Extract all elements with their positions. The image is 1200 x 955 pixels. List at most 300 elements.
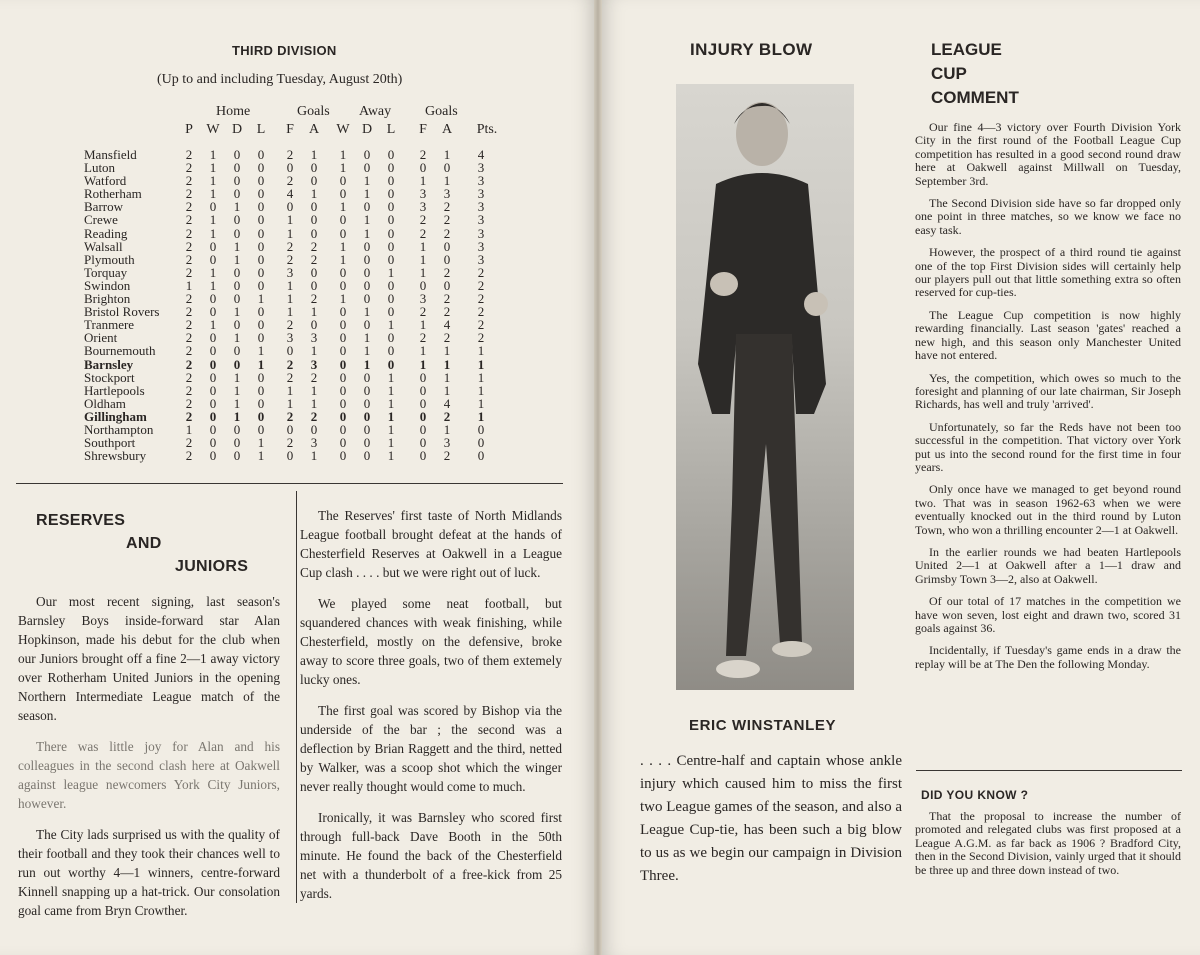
table-cell: 0 — [419, 160, 427, 176]
paragraph: The Reserves' first taste of North Midlands League football brought defeat at the hands of Chesterfield Reserves at Oakwell in a League Cup clash . . . . but we were right out of luck. — [300, 508, 562, 580]
table-cell: 1 — [443, 369, 451, 385]
table-cell: 0 — [339, 264, 347, 280]
table-cell: 0 — [233, 435, 241, 451]
table-cell: 3 — [419, 186, 427, 202]
table-cell: 2 — [185, 369, 193, 385]
column-header: W — [336, 122, 350, 137]
table-cell: 2 — [310, 291, 318, 307]
table-cell: 0 — [443, 238, 451, 254]
table-cell: 0 — [363, 277, 371, 293]
table-cell: 2 — [286, 251, 294, 267]
table-cell: 0 — [209, 435, 217, 451]
table-cell: 0 — [339, 225, 347, 241]
table-cell: 1 — [233, 330, 241, 346]
table-cell: 3 — [419, 291, 427, 307]
table-cell: 2 — [419, 330, 427, 346]
did-you-know-text — [915, 810, 1181, 886]
table-cell: 1 — [233, 395, 241, 411]
table-cell: 1 — [443, 343, 451, 359]
table-cell: 0 — [339, 421, 347, 437]
table-cell: 2 — [185, 448, 193, 464]
team-name: Barnsley — [84, 356, 134, 372]
table-cell: 2 — [443, 408, 451, 424]
table-cell: 1 — [387, 448, 395, 464]
reserves-heading-1: RESERVES — [36, 512, 126, 529]
table-cell: 0 — [419, 408, 427, 424]
table-cell: 0 — [363, 421, 371, 437]
table-cell: 2 — [286, 369, 294, 385]
table-cell: 3 — [443, 435, 451, 451]
table-cell: 0 — [339, 395, 347, 411]
paragraph: Of our total of 17 matches in the competition we have won seven, lost eight and drawn two, scored 31 goals against 36. — [915, 594, 1181, 635]
table-cell: 0 — [310, 160, 318, 176]
table-cell: 0 — [233, 147, 241, 162]
table-cell: 0 — [419, 448, 427, 464]
table-cell: 0 — [387, 343, 395, 359]
table-cell: 0 — [363, 251, 371, 267]
table-cell: 2 — [419, 304, 427, 320]
table-cell: 0 — [363, 238, 371, 254]
did-you-know-heading: DID YOU KNOW ? — [921, 788, 1029, 802]
table-row — [0, 305, 598, 318]
team-name: Stockport — [84, 369, 135, 385]
table-cell: 0 — [363, 264, 371, 280]
table-cell: 4 — [443, 317, 451, 333]
table-cell: 0 — [257, 421, 265, 437]
table-cell: 2 — [185, 435, 193, 451]
column-header: F — [419, 122, 427, 137]
table-cell: 0 — [339, 343, 347, 359]
table-cell: 1 — [443, 356, 451, 372]
paragraph: The City lads surprised us with the quality of their football and they took their chances well to run out worthy 4—1 winners, centre-forward Kinnell snapping up a hat-trick. Our consolation goal came from Bryn Crowther. — [18, 827, 280, 918]
table-cell: 1 — [339, 251, 347, 267]
table-cell: 0 — [387, 160, 395, 176]
table-cell: 1 — [310, 382, 318, 398]
table-cell: 1 — [363, 225, 371, 241]
table-cell: 0 — [310, 421, 318, 437]
table-cell: 0 — [257, 225, 265, 241]
table-cell: 0 — [209, 343, 217, 359]
table-cell: 0 — [257, 264, 265, 280]
table-cell: 2 — [477, 330, 485, 346]
table-cell: 0 — [339, 212, 347, 228]
league-cup-column — [915, 121, 1181, 680]
table-cell: 1 — [387, 408, 395, 424]
table-cell: 3 — [477, 160, 485, 176]
table-cell: 0 — [286, 160, 294, 176]
table-cell: 1 — [363, 356, 371, 372]
table-cell: 0 — [209, 369, 217, 385]
table-cell: 1 — [363, 186, 371, 202]
table-cell: 0 — [257, 186, 265, 202]
table-cell: 1 — [233, 369, 241, 385]
table-cell: 0 — [233, 264, 241, 280]
paragraph: There was little joy for Alan and his colleagues in the second clash here at Oakwell against league newcomers York City Juniors, however. — [18, 739, 280, 811]
team-name: Torquay — [84, 264, 128, 280]
column-header: L — [386, 122, 396, 137]
table-cell: 0 — [387, 186, 395, 202]
table-cell: 0 — [419, 395, 427, 411]
team-name: Shrewsbury — [84, 448, 147, 464]
table-cell: 0 — [233, 212, 241, 228]
table-cell: 0 — [233, 186, 241, 202]
table-cell: 1 — [387, 369, 395, 385]
team-name: Crewe — [84, 212, 118, 228]
table-cell: 1 — [257, 435, 265, 451]
column-header: D — [361, 122, 373, 137]
table-cell: 0 — [387, 238, 395, 254]
reserves-column-2 — [300, 506, 562, 915]
table-cell: 2 — [477, 264, 485, 280]
table-cell: 1 — [209, 277, 217, 293]
table-cell: 2 — [310, 408, 318, 424]
table-cell: 0 — [363, 382, 371, 398]
table-cell: 0 — [363, 160, 371, 176]
table-cell: 1 — [477, 382, 485, 398]
table-cell: 2 — [185, 147, 193, 162]
table-cell: 0 — [209, 395, 217, 411]
team-name: Walsall — [84, 238, 123, 254]
table-cell: 1 — [387, 317, 395, 333]
table-row — [0, 384, 598, 397]
table-cell: 0 — [257, 251, 265, 267]
table-cell: 1 — [477, 356, 485, 372]
table-row — [0, 240, 598, 253]
table-cell: 1 — [339, 160, 347, 176]
table-cell: 2 — [185, 408, 193, 424]
table-cell: 1 — [257, 356, 265, 372]
table-cell: 1 — [339, 199, 347, 215]
table-cell: 1 — [257, 343, 265, 359]
table-cell: 0 — [339, 382, 347, 398]
paragraph: Our fine 4—3 victory over Fourth Division York City in the first round of the Football League Cup competition has resulted in a good second round draw here at Oakwell against Millwall on Tuesday, September 3rd. — [915, 120, 1181, 188]
table-cell: 0 — [419, 369, 427, 385]
team-name: Plymouth — [84, 251, 135, 267]
team-name: Bournemouth — [84, 343, 156, 359]
table-row — [0, 358, 598, 371]
table-cell: 0 — [257, 160, 265, 176]
table-cell: 0 — [209, 356, 217, 372]
table-values — [0, 148, 598, 462]
table-cell: 0 — [477, 435, 485, 451]
table-cell: 1 — [477, 408, 485, 424]
table-row — [0, 292, 598, 305]
table-cell: 0 — [233, 421, 241, 437]
table-cell: 1 — [443, 382, 451, 398]
table-cell: 1 — [363, 173, 371, 189]
table-cell: 0 — [233, 225, 241, 241]
table-cell: 1 — [387, 264, 395, 280]
league-cup-heading — [931, 38, 1019, 110]
table-cell: 2 — [185, 317, 193, 333]
table-cell: 0 — [363, 448, 371, 464]
page-gutter — [594, 0, 602, 955]
table-cell: 2 — [286, 317, 294, 333]
heading-line: CUP — [931, 64, 967, 83]
table-cell: 1 — [286, 382, 294, 398]
table-cell: 0 — [257, 238, 265, 254]
table-cell: 1 — [233, 382, 241, 398]
table-cell: 1 — [185, 421, 193, 437]
injury-caption: . . . . Centre-half and captain whose ankle injury which caused him to miss the first two League games of the season, and also a League Cup-tie, has been such a big blow to us as we begin our campaign in Division Three. — [640, 753, 902, 884]
table-cell: 0 — [257, 408, 265, 424]
table-cell: 0 — [286, 421, 294, 437]
table-row — [0, 227, 598, 240]
table-cell: 2 — [185, 291, 193, 307]
running-player-image — [676, 84, 854, 690]
team-name: Southport — [84, 435, 136, 451]
table-cell: 1 — [286, 225, 294, 241]
paragraph: Our most recent signing, last season's Barnsley Boys inside-forward star Alan Hopkinson, made his debut for the club when our Juniors brought off a fine 2—1 away victory over Rotherham United Juniors in the opening Northern Intermediate League match of the season. — [18, 594, 280, 723]
team-name: Brighton — [84, 291, 131, 307]
table-row — [0, 436, 598, 449]
table-cell: 2 — [443, 304, 451, 320]
paragraph: The League Cup competition is now highly rewarding financially. Last season 'gates' reached a new high, and this season only Manchester United have not entered. — [915, 307, 1181, 363]
section-divider — [16, 483, 563, 484]
table-cell: 2 — [443, 448, 451, 464]
table-cell: 2 — [185, 382, 193, 398]
team-name: Rotherham — [84, 186, 142, 202]
table-cell: 2 — [443, 291, 451, 307]
table-cell: 0 — [257, 277, 265, 293]
team-name: Barrow — [84, 199, 123, 215]
table-cell: 1 — [233, 304, 241, 320]
table-cell: 2 — [286, 408, 294, 424]
table-cell: 2 — [310, 251, 318, 267]
table-cell: 0 — [233, 277, 241, 293]
table-cell: 1 — [419, 343, 427, 359]
table-cell: 3 — [310, 330, 318, 346]
team-name: Oldham — [84, 395, 126, 411]
table-cell: 0 — [286, 343, 294, 359]
table-cell: 0 — [363, 408, 371, 424]
table-cell: 0 — [387, 291, 395, 307]
table-cell: 0 — [387, 304, 395, 320]
table-cell: 3 — [477, 199, 485, 215]
table-cell: 2 — [185, 356, 193, 372]
table-row — [0, 200, 598, 213]
table-cell: 1 — [387, 421, 395, 437]
table-cell: 0 — [339, 448, 347, 464]
table-cell: 1 — [339, 238, 347, 254]
table-cell: 0 — [233, 173, 241, 189]
table-cell: 0 — [387, 173, 395, 189]
table-cell: 1 — [419, 173, 427, 189]
table-cell: 2 — [419, 212, 427, 228]
table-row — [0, 213, 598, 226]
table-cell: 0 — [387, 147, 395, 162]
paragraph: We played some neat football, but squandered chances with weak finishing, while Chesterfield, mostly on the defensive, broke away to score three goals, two of them extemely lucky ones. — [300, 596, 562, 687]
table-cell: 1 — [310, 304, 318, 320]
table-cell: 1 — [310, 448, 318, 464]
table-cell: 2 — [185, 173, 193, 189]
table-cell: 2 — [477, 304, 485, 320]
reserves-heading-3: JUNIORS — [175, 558, 249, 575]
table-cell: 1 — [419, 251, 427, 267]
table-cell: 4 — [286, 186, 294, 202]
table-cell: 2 — [185, 343, 193, 359]
table-cell: 0 — [257, 382, 265, 398]
table-cell: 0 — [339, 277, 347, 293]
paragraph: Ironically, it was Barnsley who scored first through full-back Dave Booth in the 50th minute. He found the back of the Chesterfield net with a thunderbolt of a free-kick from 25 yards. — [300, 810, 562, 901]
team-name: Orient — [84, 330, 118, 346]
table-cell: 0 — [387, 212, 395, 228]
table-cell: 0 — [419, 421, 427, 437]
table-cell: 0 — [233, 291, 241, 307]
table-cell: 1 — [363, 304, 371, 320]
group-header-goals-home: Goals — [297, 104, 330, 119]
table-row — [0, 187, 598, 200]
table-cell: 2 — [286, 435, 294, 451]
table-cell: 3 — [477, 212, 485, 228]
table-cell: 0 — [209, 408, 217, 424]
table-cell: 2 — [477, 277, 485, 293]
table-cell: 1 — [310, 343, 318, 359]
paragraph: Incidentally, if Tuesday's game ends in a draw the replay will be at The Den the following Monday. — [915, 643, 1181, 671]
table-cell: 0 — [233, 343, 241, 359]
table-cell: 3 — [477, 173, 485, 189]
table-row — [0, 423, 598, 436]
table-cell: 2 — [443, 225, 451, 241]
group-header-goals-away: Goals — [425, 104, 458, 119]
table-cell: 3 — [477, 251, 485, 267]
team-name: Reading — [84, 225, 128, 241]
table-cell: 3 — [310, 435, 318, 451]
table-cell: 0 — [209, 199, 217, 215]
table-cell: 0 — [339, 369, 347, 385]
table-cell: 1 — [477, 369, 485, 385]
table-cell: 0 — [363, 369, 371, 385]
table-cell: 1 — [310, 395, 318, 411]
table-cell: 3 — [477, 238, 485, 254]
team-name: Hartlepools — [84, 382, 145, 398]
table-cell: 2 — [185, 160, 193, 176]
table-cell: 1 — [387, 382, 395, 398]
table-cell: 0 — [257, 199, 265, 215]
table-cell: 2 — [443, 212, 451, 228]
table-cell: 0 — [257, 369, 265, 385]
table-cell: 0 — [209, 238, 217, 254]
table-cell: 0 — [387, 199, 395, 215]
column-header: Pts. — [476, 122, 498, 137]
table-cell: 2 — [286, 238, 294, 254]
table-cell: 1 — [233, 199, 241, 215]
table-cell: 0 — [209, 330, 217, 346]
table-row — [0, 161, 598, 174]
paragraph: The Second Division side have so far dropped only one point in three matches, so we know we face no easy task. — [915, 196, 1181, 237]
table-cell: 0 — [387, 251, 395, 267]
table-cell: 0 — [209, 448, 217, 464]
table-cell: 0 — [310, 225, 318, 241]
table-row — [0, 331, 598, 344]
table-cell: 1 — [419, 264, 427, 280]
table-cell: 0 — [257, 330, 265, 346]
paragraph: Yes, the competition, which owes so much to the foresight and planning of our late chairman, Sir Joseph Richards, has well and truly 'arrived'. — [915, 370, 1181, 412]
team-name: Mansfield — [84, 147, 137, 162]
table-cell: 0 — [387, 356, 395, 372]
table-cell: 0 — [209, 251, 217, 267]
table-cell: 2 — [185, 330, 193, 346]
table-cell: 2 — [310, 238, 318, 254]
table-cell: 2 — [419, 147, 427, 162]
table-cell: 0 — [257, 147, 265, 162]
table-cell: 1 — [310, 186, 318, 202]
table-cell: 0 — [209, 291, 217, 307]
table-cell: 3 — [419, 199, 427, 215]
table-cell: 0 — [387, 330, 395, 346]
table-cell: 1 — [443, 173, 451, 189]
table-cell: 0 — [310, 277, 318, 293]
did-you-know-rule — [916, 770, 1182, 771]
table-cell: 4 — [477, 147, 485, 162]
table-cell: 0 — [310, 212, 318, 228]
table-cell: 0 — [209, 421, 217, 437]
table-cell: 1 — [209, 264, 217, 280]
column-header: P — [185, 122, 193, 137]
table-row — [0, 266, 598, 279]
table-cell: 0 — [233, 160, 241, 176]
table-row — [0, 371, 598, 384]
table-cell: 0 — [233, 448, 241, 464]
paragraph: In the earlier rounds we had beaten Hartlepools United 2—1 at Oakwell after a 1—1 draw and Grimsby Town 3—2, also at Oakwell. — [915, 544, 1181, 586]
team-name: Gillingham — [84, 408, 147, 424]
table-cell: 1 — [233, 408, 241, 424]
paragraph: Only once have we managed to get beyond round two. That was in season 1962-63 when we were eventually knocked out in the third round by Luton Town, who won a thrilling encounter 2—1 at Oakwell. — [915, 482, 1181, 537]
table-cell: 4 — [443, 395, 451, 411]
table-cell: 0 — [443, 277, 451, 293]
table-row — [0, 397, 598, 410]
table-cell: 1 — [286, 291, 294, 307]
table-cell: 0 — [310, 264, 318, 280]
table-cell: 0 — [419, 382, 427, 398]
table-cell: 1 — [209, 317, 217, 333]
table-row — [0, 174, 598, 187]
table-cell: 1 — [209, 225, 217, 241]
table-cell: 2 — [185, 251, 193, 267]
table-cell: 1 — [209, 212, 217, 228]
table-cell: 1 — [185, 277, 193, 293]
table-cell: 0 — [387, 225, 395, 241]
table-cell: 0 — [310, 199, 318, 215]
table-cell: 0 — [339, 304, 347, 320]
table-cell: 0 — [477, 448, 485, 464]
group-header-home: Home — [216, 104, 251, 119]
team-name: Luton — [84, 160, 116, 176]
table-cell: 1 — [209, 173, 217, 189]
table-cell: 1 — [257, 291, 265, 307]
table-cell: 2 — [185, 304, 193, 320]
player-photo — [676, 84, 854, 690]
table-cell: 0 — [339, 173, 347, 189]
table-cell: 1 — [209, 160, 217, 176]
table-cell: 3 — [477, 225, 485, 241]
table-cell: 2 — [185, 212, 193, 228]
table-cell: 1 — [477, 395, 485, 411]
table-cell: 0 — [387, 277, 395, 293]
table-cell: 1 — [339, 147, 347, 162]
table-cell: 1 — [286, 395, 294, 411]
table-cell: 0 — [443, 160, 451, 176]
group-header-away: Away — [359, 104, 392, 119]
table-cell: 1 — [257, 448, 265, 464]
table-cell: 0 — [257, 317, 265, 333]
table-cell: 1 — [339, 291, 347, 307]
table-cell: 0 — [257, 212, 265, 228]
table-row — [0, 344, 598, 357]
column-header: A — [308, 122, 320, 137]
table-cell: 2 — [310, 369, 318, 385]
table-cell: 0 — [310, 173, 318, 189]
